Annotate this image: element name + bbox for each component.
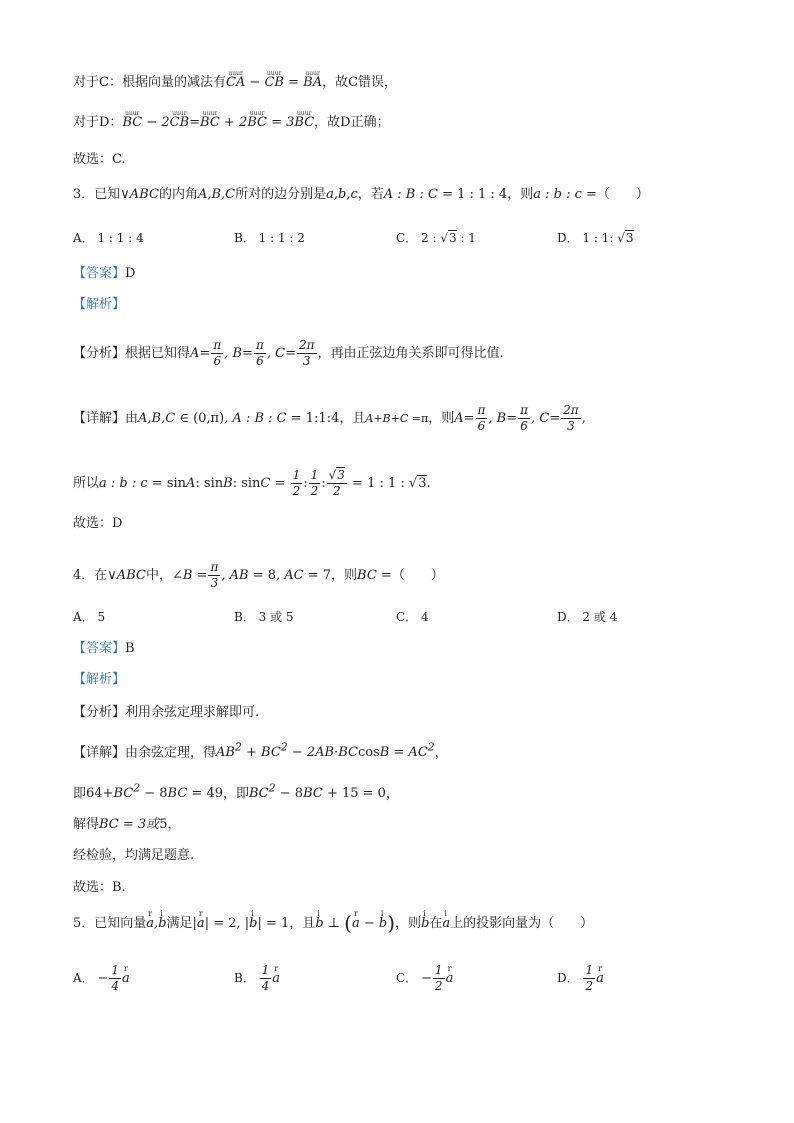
text: 由 [125,411,139,426]
q4-choose: 故选：B. [73,880,126,895]
formula-vector-subtraction: uuur CA − uuur CB = uuur BA [226,75,322,90]
formula: A+B+C =π [365,412,429,425]
formula: − $\frac{1}{2}$ r a [421,971,453,986]
q3-choose: 故选：D [73,516,123,531]
text: 由余弦定理，得 [125,745,217,761]
formula: BC = 3或 [99,817,160,832]
detail-tag: 【详解】 [73,411,126,426]
q5-option-d[interactable] [557,963,604,994]
formula: A= $\frac{\pi}{6}$ , B= $\frac{\pi}{6}$ , C= $\frac{2\pi}{3}$ [190,338,315,368]
text: 对于C：根据向量的减法有 [73,75,226,90]
text: ，则 [331,568,358,583]
question-4-stem [73,560,444,591]
q3-detail [73,403,586,434]
text: 5．已知向量 [73,916,147,931]
formula: |r a| = 2, |i b| = 1 [193,916,290,931]
text: 即 [73,786,87,802]
q5-option-b[interactable] [234,963,280,994]
text: D． 1 : 1: [557,231,614,245]
fenxi-tag: 【分析】 [73,346,126,361]
line-option-c-analysis [73,73,397,93]
answer-tag: 【答案】 [73,266,126,281]
fenxi-tag: 【分析】 [73,705,126,720]
formula: A= $\frac{\pi}{6}$ , B= $\frac{\pi}{6}$ , C= $\frac{2\pi}{3}$ , [454,403,586,433]
text: D． [557,971,579,985]
q4-check: 经检验，均满足题意. [73,848,195,863]
text: 3．已知 [73,187,121,202]
formula: A,B,C ∈ (0,π), A : B : C = 1:1:4 [138,411,340,426]
answer-value: D [125,266,136,281]
q5-option-a[interactable] [73,963,130,994]
formula: − $\frac{1}{4}$ r a [98,971,130,986]
text: 满足 [166,916,193,931]
q3-answer [73,264,135,284]
formula: $BC^2 - 8BC + 15 = 0$ [249,782,386,802]
text: ，且 [289,916,316,931]
text: C． 2 : [396,231,437,245]
q4-detail [73,738,448,763]
text: ，故D正确； [314,115,390,130]
answer-tag: 【答案】 [73,641,126,656]
formula: a : b : c = [533,187,597,202]
text: : 1 [460,231,476,245]
text: 利用余弦定理求解即可. [125,705,260,720]
q3-fenxi [73,338,504,369]
text: 上的投影向量为（ ） [450,916,594,931]
q3-option-a[interactable]: A． 1 : 1 : 4 [73,231,144,245]
q3-option-d[interactable] [557,228,634,248]
text: 所以 [73,476,100,491]
q4-fenxi [73,703,259,723]
text: A． [73,971,94,985]
q4-option-a[interactable]: A． 5 [73,610,106,624]
text: 所对的边分别是 [235,187,327,202]
question-3-stem [73,185,649,205]
q4-ji [73,779,399,804]
q4-jie [73,815,180,835]
q3-so [73,468,431,499]
question-5-stem [73,913,593,934]
text: ，故C错误， [322,75,398,90]
analysis-tag: 【解析】 [73,297,126,312]
formula: a : b : c = sinA: sinB: sinC = $\frac{1}{2}$ : $\frac{1}{2}$ : $\frac{√3}{2}$ = 1 : 1 : √3. [99,468,431,498]
formula: $\frac{1}{2}$ r a [582,971,603,986]
q4-option-d[interactable]: D． 2 或 4 [557,610,618,624]
answer-value: B [125,641,135,656]
formula: r a,i b [146,916,166,931]
q5-option-c[interactable] [396,963,453,994]
formula: A : B : C = 1 : 1 : 4 [383,187,508,202]
formula: i b [421,916,429,931]
text: C． [396,971,418,985]
sqrt-3: √3 [617,231,634,245]
formula: ∨ABC [107,568,146,583]
q3-option-b[interactable]: B． 1 : 1 : 2 [234,231,305,245]
text: ，且 [339,411,366,426]
formula-vector-sum: uuur BC − 2uuur CB=uuur BC + 2uuur BC = 3uuur BC [122,115,314,130]
text: 根据已知得 [125,346,191,361]
formula: i a [442,916,450,931]
formula: ∠B = $\frac{\pi}{3}$ , AB = 8, AC = 7 [171,560,332,590]
text: 对于D： [73,115,123,130]
formula: i b ⊥ (r a − i b) [315,916,395,931]
formula: $AB^2 + BC^2 - 2AB\cdot BCcosB = AC^2$ [216,741,435,761]
q4-analysis-tag [73,670,125,690]
text: ，再由正弦边角关系即可得比值. [317,346,504,361]
q4-option-c[interactable]: C． 4 [396,610,429,624]
detail-tag: 【详解】 [73,745,126,761]
formula: A,B,C [197,187,236,202]
text: 在 [429,916,443,931]
text: （ ） [596,187,649,202]
text: 4．在 [73,568,108,583]
text: ， [385,786,399,802]
text: 的内角 [158,187,198,202]
formula: a,b,c [326,187,358,202]
choose-c: 故选：C. [73,152,126,167]
q3-option-c[interactable] [396,228,476,248]
formula: $64+BC^2 - 8BC = 49$ [86,782,223,802]
text: 解得 [73,817,100,832]
q4-answer [73,639,135,659]
q4-option-b[interactable]: B． 3 或 5 [234,610,294,624]
text: ，若 [357,187,384,202]
analysis-tag: 【解析】 [73,672,126,687]
formula: ∨ABC [120,187,159,202]
q3-analysis-tag [73,295,125,315]
text: ，则 [507,187,534,202]
text: ， [434,745,448,761]
sqrt-3: √3 [440,231,457,245]
line-option-d-analysis [73,113,390,133]
text: B． [234,971,255,985]
text: （ ） [391,568,444,583]
text: ，则 [395,916,422,931]
formula: $\frac{1}{4}$ r a [259,971,280,986]
text: 中， [145,568,172,583]
formula: BC = [357,568,392,583]
text: ，则 [428,411,455,426]
text: 5， [159,817,181,832]
text: ，即 [222,786,249,802]
